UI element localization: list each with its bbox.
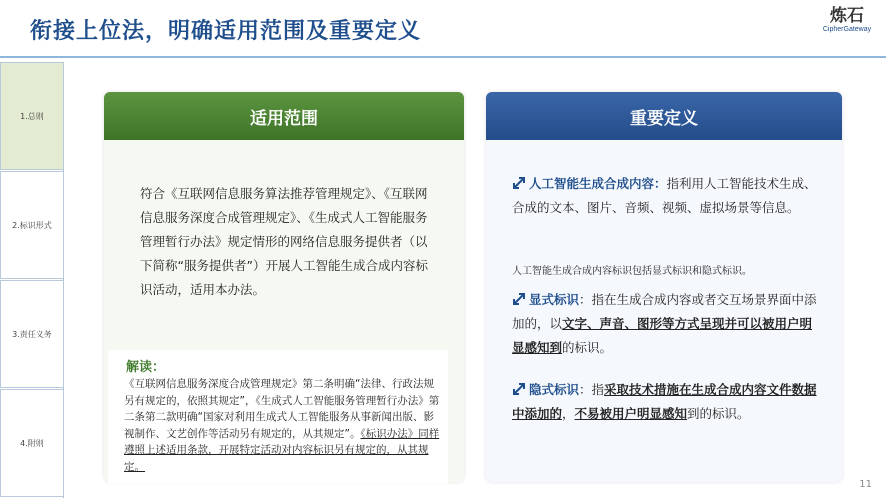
definition-text-end: 的标识。 — [562, 340, 613, 355]
page-number: 11 — [859, 479, 872, 490]
logo-wordmark: CipherGateway — [822, 26, 872, 33]
definition-text: ：指在生成合成内容或者交互场景界面中添加的，以 — [512, 292, 817, 331]
interpretation-title: 解读： — [126, 360, 166, 375]
sidebar-item-label: 1.总则 — [20, 111, 44, 121]
expand-arrows-icon — [512, 382, 526, 396]
scope-card-header: 适用范围 — [104, 92, 464, 140]
interpretation-text — [124, 376, 444, 475]
title-divider — [0, 56, 886, 58]
interpretation-text-plain: 《互联网信息服务深度合成管理规定》第二条明确“法律、行政法规另有规定的，依照其规定”，《生成式人工智能服务管理暂行办法》第二条第二款明确“国家对利用生成式人工智能服务从事新闻出版、影视制作、文艺创作等活动另有规定的，从其规定”。 — [124, 378, 440, 440]
definition-text: 指利用人工智能技术生成、合成的文本、图片、音频、视频、虚拟场景等信息。 — [512, 176, 817, 215]
scope-text: 符合《互联网信息服务算法推荐管理规定》、《互联网信息服务深度合成管理规定》、《生成式人工智能服务管理暂行办法》规定情形的网络信息服务提供者（以下简称“服务提供者”）开展人工智能生成合成内容标识活动，适用本办法。 — [140, 186, 428, 297]
interpretation-text-underlined: 《标识办法》同样遵照上述适用条款，开展特定活动对内容标识另有规定的，从其规定。 — [124, 427, 440, 473]
definition-term: 隐式标识 — [529, 382, 580, 397]
definition-implicit-label — [512, 378, 822, 426]
definition-text: ：指 — [579, 382, 605, 397]
sidebar-item-supplementary[interactable] — [0, 389, 64, 497]
sidebar-item-label: 4.附则 — [20, 438, 44, 448]
logo-mark: 炼石 — [830, 6, 864, 26]
definition-emphasis: 文字、声音、图形等方式呈现并可以被用户明显感知到 — [512, 316, 813, 355]
company-logo — [816, 6, 878, 33]
expand-arrows-icon — [512, 176, 526, 190]
sidebar-item-responsibilities[interactable] — [0, 280, 64, 388]
page-title: 衔接上位法，明确适用范围及重要定义 — [30, 19, 422, 44]
sidebar-item-general[interactable] — [0, 62, 64, 170]
definition-term: 显式标识 — [529, 292, 580, 307]
sidebar-item-label: 3.责任义务 — [12, 329, 52, 339]
definition-emphasis-2: 不易被用户明显感知 — [574, 406, 688, 421]
definition-text-end: 到的标识。 — [687, 406, 750, 421]
definitions-note: 人工智能生成合成内容标识包括显式标识和隐式标识。 — [512, 266, 752, 277]
definition-ai-content — [512, 172, 822, 220]
definition-explicit-label — [512, 288, 822, 360]
definition-text-mid: ， — [562, 406, 575, 421]
sidebar-nav — [0, 62, 64, 498]
sidebar-item-label: 2.标识形式 — [12, 220, 52, 230]
sidebar-item-label-forms[interactable] — [0, 171, 64, 279]
definition-emphasis: 采取技术措施在生成合成内容文件数据中添加的 — [512, 382, 817, 421]
definition-term: 人工智能生成合成内容： — [529, 176, 667, 191]
expand-arrows-icon — [512, 292, 526, 306]
interpretation-box — [108, 350, 448, 484]
definitions-card-header: 重要定义 — [486, 92, 842, 140]
